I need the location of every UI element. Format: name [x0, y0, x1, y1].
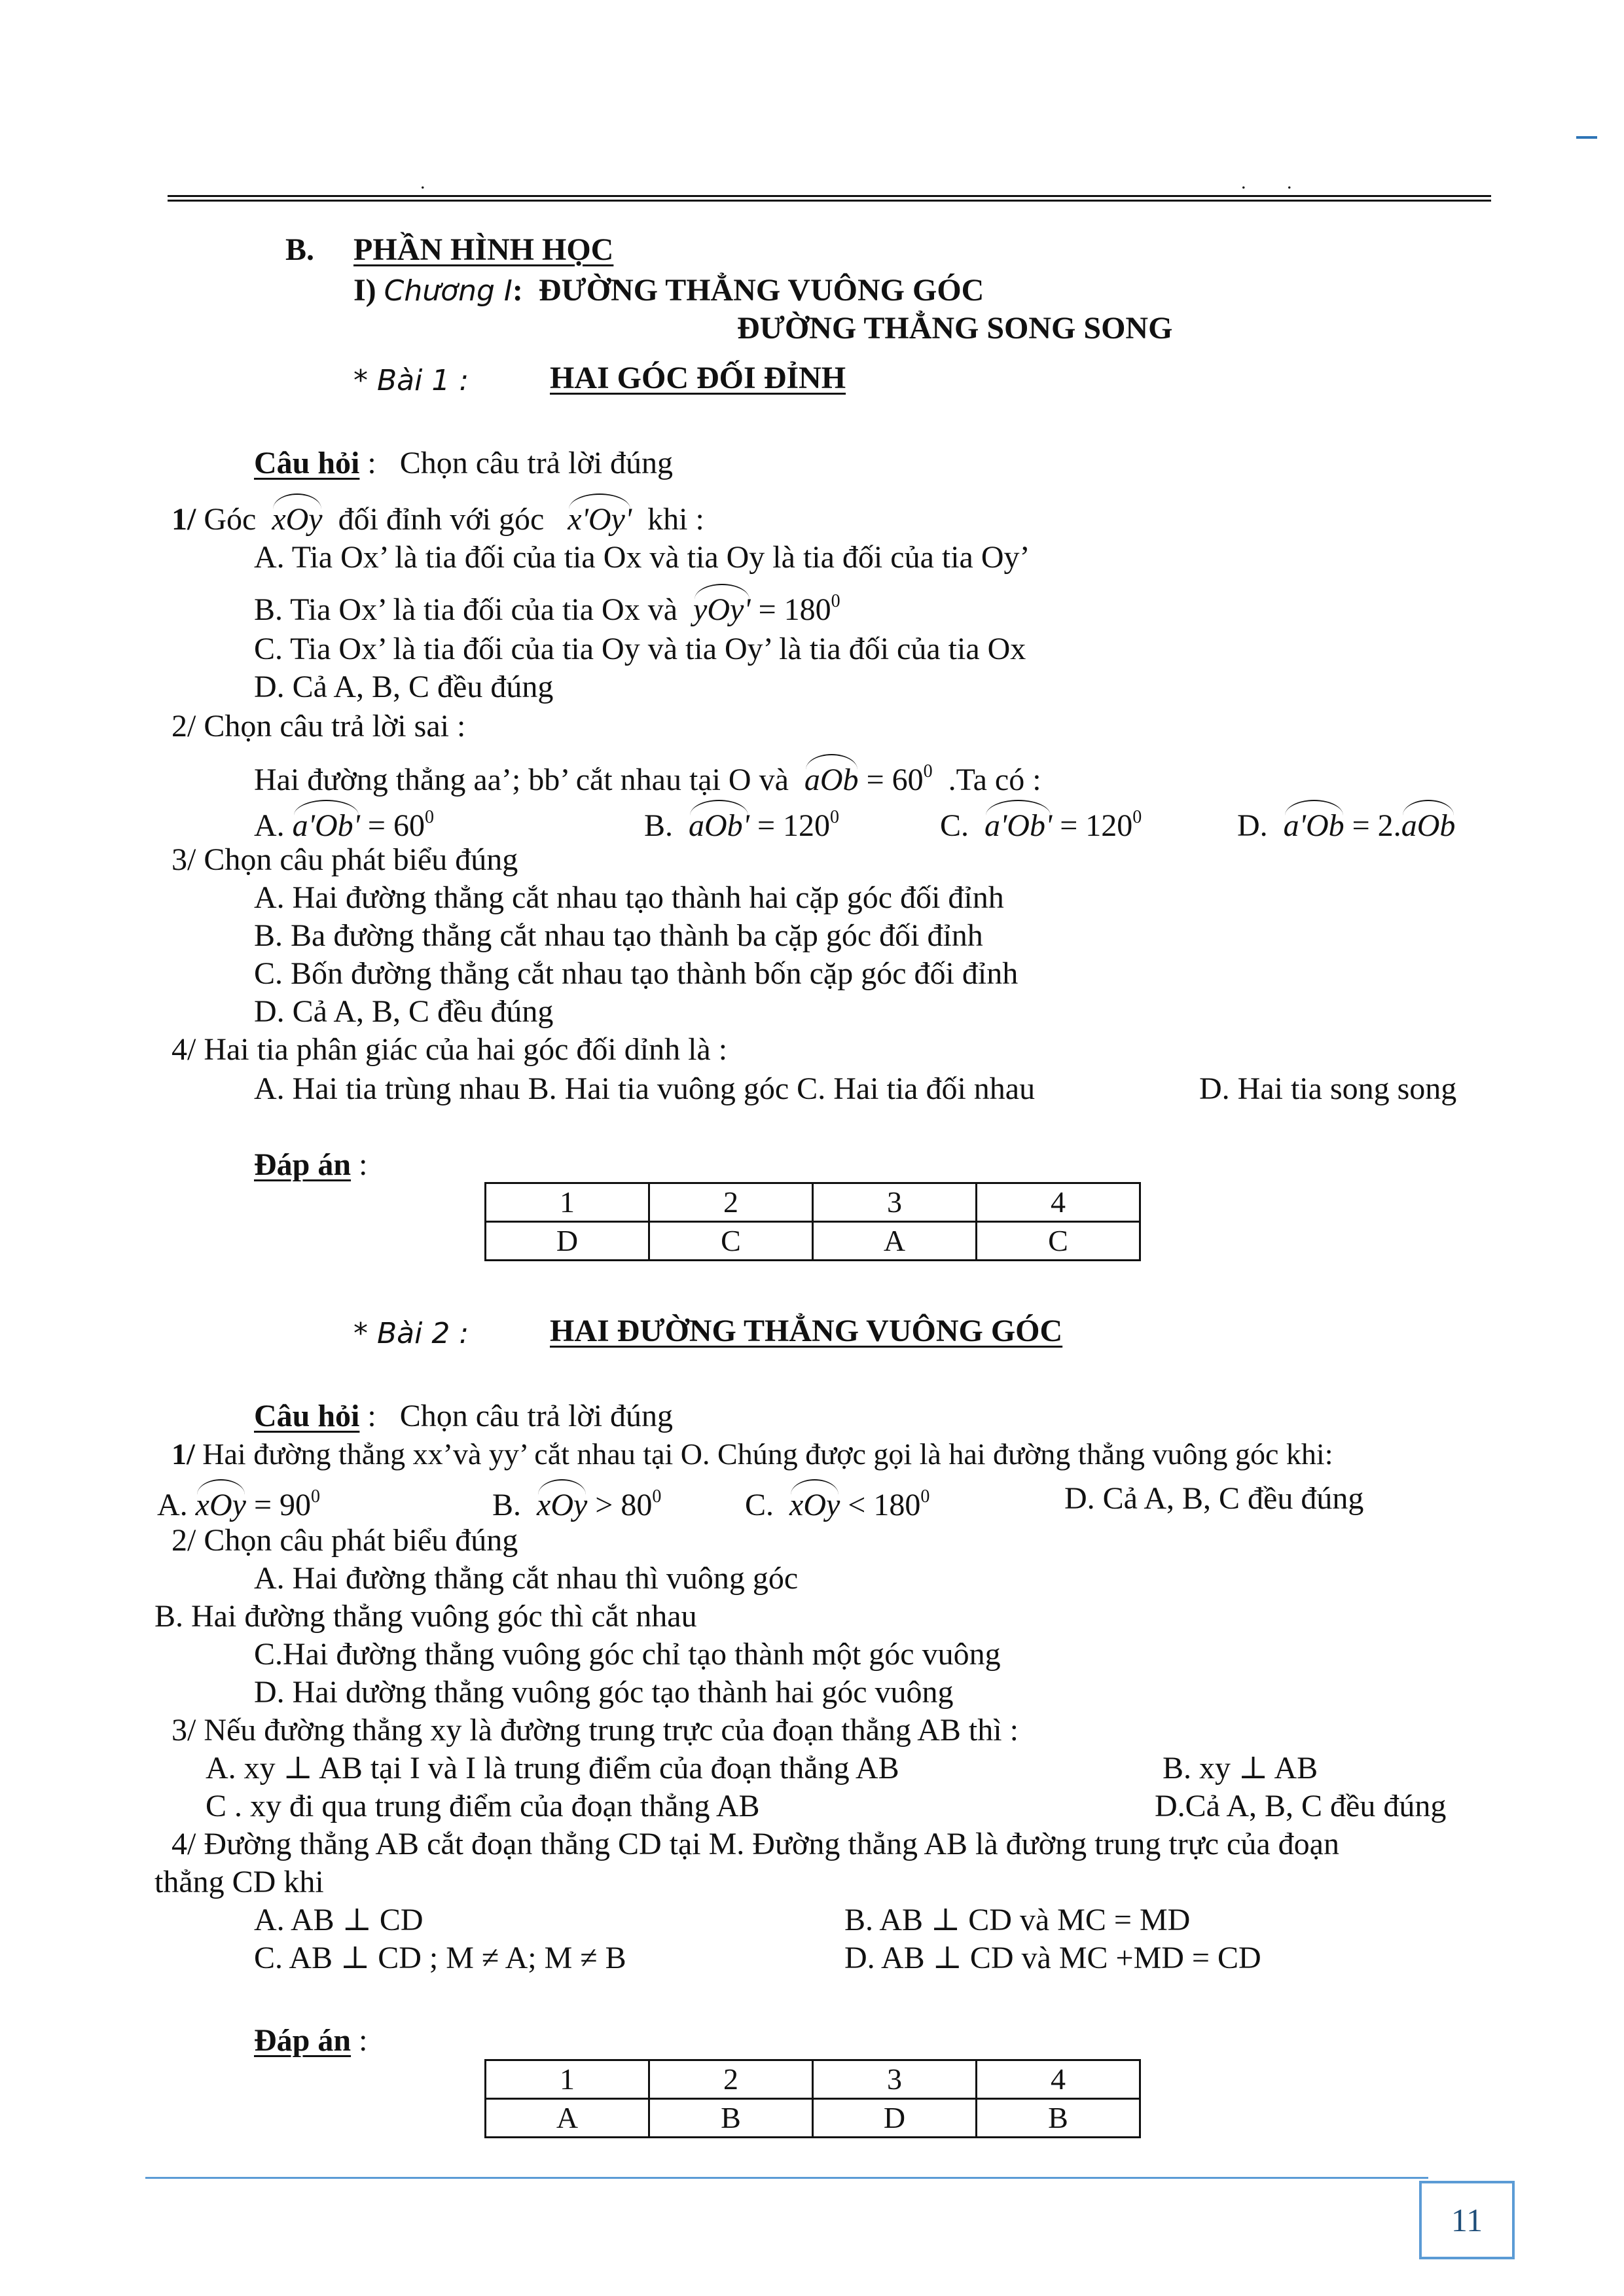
- l1-q3-stem: 3/ Chọn câu phát biểu đúng: [171, 842, 518, 877]
- l1-q3-option-a: A. Hai đường thẳng cắt nhau tạo thành hai cặp góc đối đỉnh: [254, 880, 1004, 915]
- answer-cell: C: [649, 1222, 813, 1261]
- corner-dash: [1576, 136, 1597, 139]
- header-dot: .: [1241, 171, 1246, 193]
- answer-cell: D: [486, 1222, 649, 1261]
- l2-q4-option-c: C. AB ⊥ CD ; M ≠ A; M ≠ B: [254, 1941, 626, 1975]
- l1-q1-option-a: A. Tia Ox’ là tia đối của tia Ox và tia Oy là tia đối của tia Oy’: [254, 540, 1030, 575]
- l2-q2-option-b: B. Hai đường thẳng vuông góc thì cắt nhau: [154, 1599, 697, 1634]
- l2-q4-option-d: D. AB ⊥ CD và MC +MD = CD: [844, 1941, 1261, 1975]
- lesson2-title: HAI ĐƯỜNG THẲNG VUÔNG GÓC: [550, 1314, 1063, 1348]
- header-rule-top: [168, 195, 1491, 197]
- l1-q1-option-b: B. Tia Ox’ là tia đối của tia Ox và $yOy' = 180^0$: [254, 585, 840, 628]
- lesson2-answer-label: Đáp án :: [254, 2023, 368, 2058]
- l2-q1-option-c: C. xOy < $180^0$: [745, 1480, 929, 1524]
- l2-q1-option-b: B. xOy > $80^0$: [492, 1480, 661, 1524]
- l2-q3-option-a: A. xy ⊥ AB tại I và I là trung điểm của đoạn thẳng AB: [206, 1751, 899, 1785]
- lesson1-title: HAI GÓC ĐỐI ĐỈNH: [550, 361, 846, 395]
- answer-cell: A: [813, 1222, 977, 1261]
- answer-cell: 3: [813, 1183, 977, 1222]
- l2-q4-stem-line-1: 4/ Đường thẳng AB cắt đoạn thẳng CD tại M. Đường thẳng AB là đường trung trực của đoạn: [171, 1827, 1339, 1861]
- l1-q4-option-d: D. Hai tia song song: [1199, 1071, 1457, 1106]
- l1-q2-stem: 2/ Chọn câu trả lời sai :: [171, 709, 466, 744]
- l1-q2-option-a: A. $a'Ob' = 60^0$: [254, 801, 434, 844]
- l2-q3-option-c: C . xy đi qua trung điểm của đoạn thẳng AB: [206, 1789, 760, 1823]
- answer-table-header-row: [486, 1183, 1140, 1222]
- section-letter: B.: [285, 232, 315, 267]
- lesson2-label: * Bài 2 :: [353, 1317, 469, 1350]
- answer-cell: 1: [486, 2060, 649, 2099]
- answer-cell: B: [977, 2099, 1140, 2138]
- lesson1-answer-table: [484, 1182, 1141, 1261]
- answer-cell: A: [486, 2099, 649, 2138]
- lesson2-question-line: Câu hỏi : Chọn câu trả lời đúng: [254, 1399, 674, 1433]
- l1-q4-stem: 4/ Hai tia phân giác của hai góc đối dỉnh là :: [171, 1032, 728, 1067]
- answer-cell: 3: [813, 2060, 977, 2099]
- chapter-heading: I) Chương I: ĐƯỜNG THẲNG VUÔNG GÓC: [353, 273, 984, 308]
- l1-q1-option-d: D. Cả A, B, C đều đúng: [254, 670, 554, 704]
- l1-q2-option-b: B. $aOb' = 120^0$: [644, 801, 839, 844]
- l2-q3-option-b: B. xy ⊥ AB: [1163, 1751, 1318, 1785]
- l1-q2-option-c: C. $a'Ob' = 120^0$: [940, 801, 1142, 844]
- l2-q1-option-d: D. Cả A, B, C đều đúng: [1064, 1481, 1364, 1516]
- l2-q4-stem-line-2: thẳng CD khi: [154, 1865, 324, 1899]
- l1-q3-option-c: C. Bốn đường thẳng cắt nhau tạo thành bốn cặp góc đối đỉnh: [254, 956, 1019, 991]
- answer-cell: 4: [977, 2060, 1140, 2099]
- l1-q3-option-b: B. Ba đường thẳng cắt nhau tạo thành ba cặp góc đối đỉnh: [254, 918, 983, 953]
- l2-q1-stem: 1/ Hai đường thẳng xx’và yy’ cắt nhau tại O. Chúng được gọi là hai đường thẳng vuông góc khi:: [171, 1437, 1333, 1471]
- section-title: PHẦN HÌNH HỌC: [353, 232, 614, 267]
- header-dot: .: [1287, 171, 1292, 193]
- chapter-title-1: ĐƯỜNG THẲNG VUÔNG GÓC: [538, 273, 984, 308]
- answer-table-header-row: [486, 2060, 1140, 2099]
- footer-rule: [145, 2177, 1428, 2179]
- header-dot: .: [420, 171, 425, 193]
- lesson2-answer-table: [484, 2059, 1141, 2138]
- lesson1-answer-label: Đáp án :: [254, 1147, 368, 1182]
- l1-q2-option-d: D. a'Ob = 2.aOb: [1237, 801, 1455, 844]
- l2-q4-option-b: B. AB ⊥ CD và MC = MD: [844, 1903, 1191, 1937]
- l2-q4-option-a: A. AB ⊥ CD: [254, 1903, 424, 1937]
- l1-q2-statement: Hai đường thẳng aa’; bb’ cắt nhau tại O và aOb = $60^0$ .Ta có :: [254, 755, 1041, 798]
- answer-table-row: [486, 1222, 1140, 1261]
- l2-q1-option-a: A. xOy = $90^0$: [157, 1480, 320, 1524]
- l2-q2-option-d: D. Hai dường thẳng vuông góc tạo thành hai góc vuông: [254, 1675, 954, 1710]
- l2-q2-option-c: C.Hai đường thẳng vuông góc chỉ tạo thành một góc vuông: [254, 1637, 1001, 1672]
- chapter-title-2: ĐƯỜNG THẲNG SONG SONG: [737, 311, 1173, 346]
- page-number: 11: [1419, 2181, 1515, 2259]
- l1-q1-stem: 1/ Góc xOy đối đỉnh với góc x'Oy' khi :: [171, 495, 704, 538]
- lesson1-label: * Bài 1 :: [353, 364, 469, 397]
- l2-q2-option-a: A. Hai đường thẳng cắt nhau thì vuông góc: [254, 1561, 799, 1596]
- answer-cell: B: [649, 2099, 813, 2138]
- l2-q2-stem: 2/ Chọn câu phát biểu đúng: [171, 1523, 518, 1558]
- answer-cell: 4: [977, 1183, 1140, 1222]
- l1-q1-option-c: C. Tia Ox’ là tia đối của tia Oy và tia Oy’ là tia đối của tia Ox: [254, 632, 1026, 666]
- answer-cell: D: [813, 2099, 977, 2138]
- l1-q3-option-d: D. Cả A, B, C đều đúng: [254, 994, 554, 1029]
- answer-cell: 2: [649, 2060, 813, 2099]
- answer-table-row: [486, 2099, 1140, 2138]
- answer-cell: C: [977, 1222, 1140, 1261]
- l2-q3-stem: 3/ Nếu đường thẳng xy là đường trung trực của đoạn thẳng AB thì :: [171, 1713, 1019, 1748]
- lesson1-question-line: Câu hỏi : Chọn câu trả lời đúng: [254, 446, 674, 480]
- answer-cell: 2: [649, 1183, 813, 1222]
- header-rule-bottom: [168, 200, 1491, 202]
- l2-q3-option-d: D.Cả A, B, C đều đúng: [1155, 1789, 1447, 1823]
- answer-cell: 1: [486, 1183, 649, 1222]
- l1-q4-options: A. Hai tia trùng nhau B. Hai tia vuông góc C. Hai tia đối nhau: [254, 1071, 1036, 1106]
